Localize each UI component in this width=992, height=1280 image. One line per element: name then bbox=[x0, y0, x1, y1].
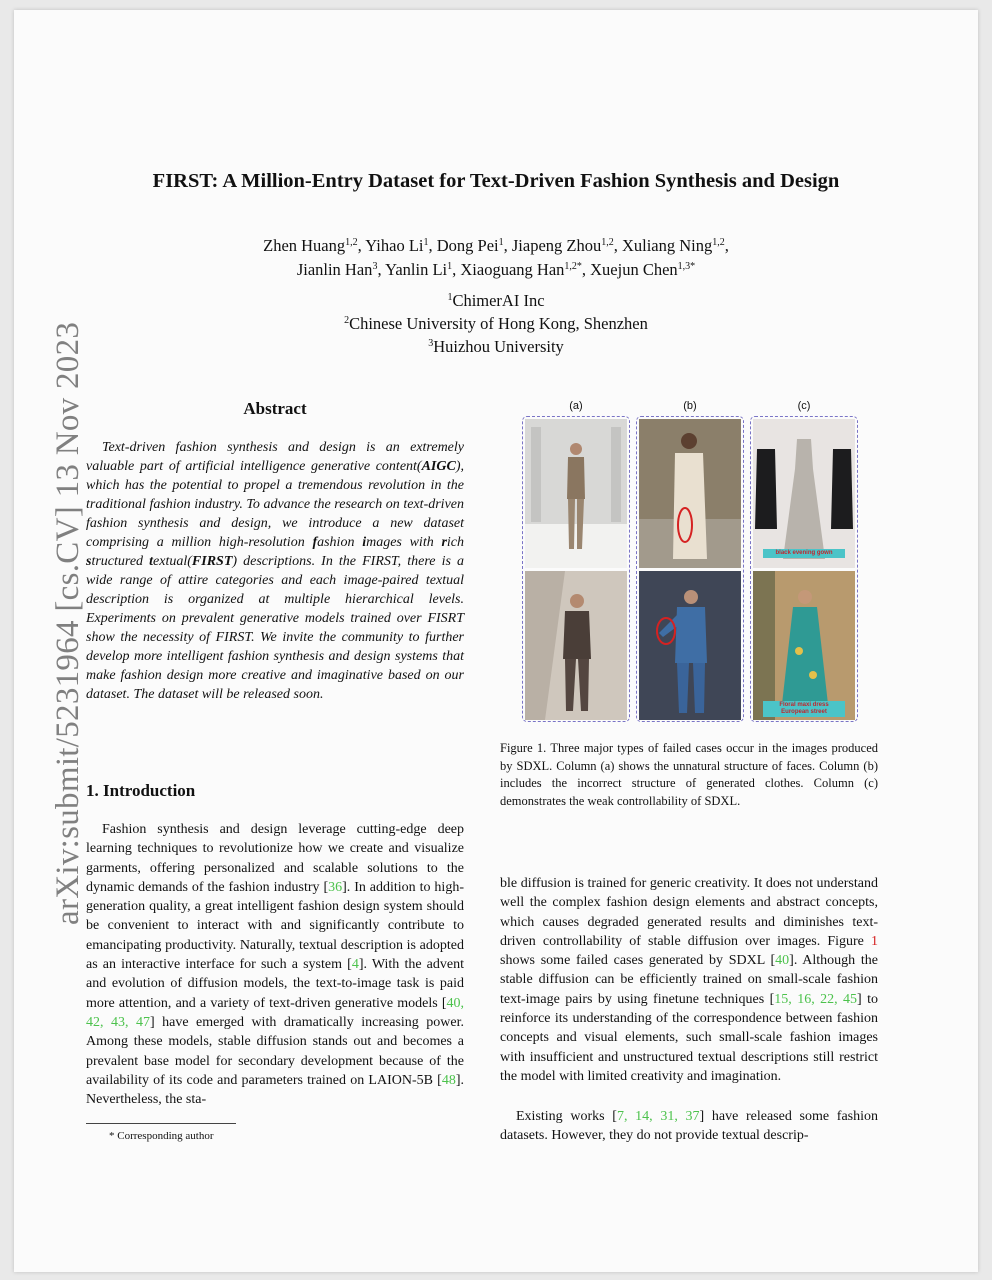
author: Xuliang Ning$^{1,2}$, bbox=[621, 236, 729, 255]
citation-link[interactable]: 40, 42, 43, 47 bbox=[86, 995, 464, 1030]
arxiv-identifier: arXiv:submit/5231964 [cs.CV] 13 Nov 2023 bbox=[50, 321, 86, 925]
figure-column-b bbox=[636, 416, 744, 722]
street-walk-photo bbox=[639, 419, 741, 568]
footnote-rule bbox=[86, 1123, 236, 1124]
introduction-body: Fashion synthesis and design leverage cutting-edge deep learning techniques to revolutionize how we create and visualize garments, offering personalized and scalable solutions to the dynamic demands of the fashion industry [36]. In addition to high-generation quality, a great intelligent fashion design system should be convenient to interact with and significantly contribute to emancipating productivity. Naturally, textual description is adopted as an interactive interface for such a system [4]. With the advent and evolution of diffusion models, the text-to-image task is paid more attention, and a variety of text-driven generative models [40, 42, 43, 47] have emerged with dramatically increasing power. Among these models, stable diffusion stands out and becomes a prevalent base model for secondary development because of the availability of its code and parameters trained on LAION-5B [48]. Nevertheless, the sta- bbox=[86, 822, 465, 1108]
figure-column-a bbox=[522, 416, 630, 722]
right-column-paragraph-2: Existing works [7, 14, 31, 37] have released some fashion datasets. However, they do not provide textual descrip- bbox=[500, 1109, 878, 1144]
citation-link[interactable]: 7, 14, 31, 37 bbox=[616, 1109, 700, 1124]
author: Jianlin Han$^3$, bbox=[296, 260, 386, 279]
abstract-body: Text-driven fashion synthesis and design is an extremely valuable part of artificial intelligence generative content(AIGC), which has the potential to propel a tremendous revolution in the traditional fashion industry. To advance the research on text-driven fashion synthesis and design, we introduce a new dataset comprising a million high-resolution fashion images with rich structured textual(FIRST) descriptions. In the FIRST, there is a wide range of attire categories and each image-paired textual description is organized at multiple hierarchical levels. Experiments on prevalent generative models trained over FISRT show the necessity of FIRST. We invite the community to further develop more intelligent fashion synthesis and design systems that make fashion design more creative and imaginative based on our dataset. The dataset will be released soon. bbox=[86, 440, 465, 702]
prompt-tag: black evening gown bbox=[763, 549, 845, 558]
citation-link[interactable]: 48 bbox=[441, 1072, 456, 1088]
runway-model-photo bbox=[525, 419, 627, 568]
evening-gown-photo bbox=[753, 419, 855, 568]
author: Yihao Li$^1$, bbox=[365, 236, 437, 255]
column-label-c: (c) bbox=[797, 400, 811, 412]
citation-link[interactable]: 40 bbox=[775, 953, 790, 969]
affiliation: $^2$Chinese University of Hong Kong, Shenzhen bbox=[344, 314, 648, 333]
figure-column-c bbox=[750, 416, 858, 722]
author: Jiapeng Zhou$^{1,2}$, bbox=[511, 236, 622, 255]
author: Yanlin Li$^1$, bbox=[385, 260, 461, 279]
paper-title: FIRST: A Million-Entry Dataset for Text-Driven Fashion Synthesis and Design bbox=[152, 170, 840, 192]
column-label-a: (a) bbox=[569, 400, 583, 412]
affiliation-list bbox=[14, 289, 978, 358]
affiliation: $^3$Huizhou University bbox=[428, 337, 564, 356]
patterned-suit-photo bbox=[525, 571, 627, 720]
citation-link[interactable]: 15, 16, 22, 45 bbox=[774, 991, 858, 1007]
author-list bbox=[14, 234, 978, 282]
floral-dress-photo bbox=[753, 571, 855, 720]
citation-link[interactable]: 36 bbox=[328, 879, 343, 895]
prompt-tag: Floral maxi dress European street bbox=[763, 701, 845, 717]
affiliation: $^1$ChimerAI Inc bbox=[447, 291, 545, 310]
author: Xiaoguang Han$^{1,2*}$, bbox=[460, 260, 591, 279]
blue-suit-photo bbox=[639, 571, 741, 720]
introduction-heading: 1. Introduction bbox=[86, 781, 196, 800]
figure-caption: Figure 1. Three major types of failed cases occur in the images produced by SDXL. Column (a) shows the unnatural structure of faces. Column (b) includes the incorrect structure of generated clothes. Column (c) demonstrates the weak controllability of SDXL. bbox=[500, 741, 878, 808]
abstract-heading: Abstract bbox=[243, 399, 307, 418]
author: Zhen Huang$^{1,2}$, bbox=[263, 236, 366, 255]
right-column-paragraph: ble diffusion is trained for generic creativity. It does not understand well the complex fashion design elements and abstract concepts, which causes degraded generated results and diminishes text-driven controllability of stable diffusion over images. Figure 1 shows some failed cases generated by SDXL [40]. Although the stable diffusion can be efficiently trained on small-scale fashion text-image pairs by using finetune techniques [15, 16, 22, 45] to reinforce its understanding of the correspondence between fashion concepts and visual elements, such small-scale fashion images with insufficient and unstructured textual descriptions still restrict the model with limited creativity and imagination. bbox=[500, 876, 878, 1084]
column-label-b: (b) bbox=[683, 400, 697, 412]
author: Dong Pei$^1$, bbox=[436, 236, 512, 255]
paper-page bbox=[14, 10, 978, 1272]
figure-1 bbox=[519, 400, 864, 725]
figure-reference-link[interactable]: 1 bbox=[871, 933, 878, 949]
author: Xuejun Chen$^{1,3*}$ bbox=[590, 260, 696, 279]
footnote: * Corresponding author bbox=[109, 1130, 214, 1142]
citation-link[interactable]: 4 bbox=[351, 957, 359, 973]
